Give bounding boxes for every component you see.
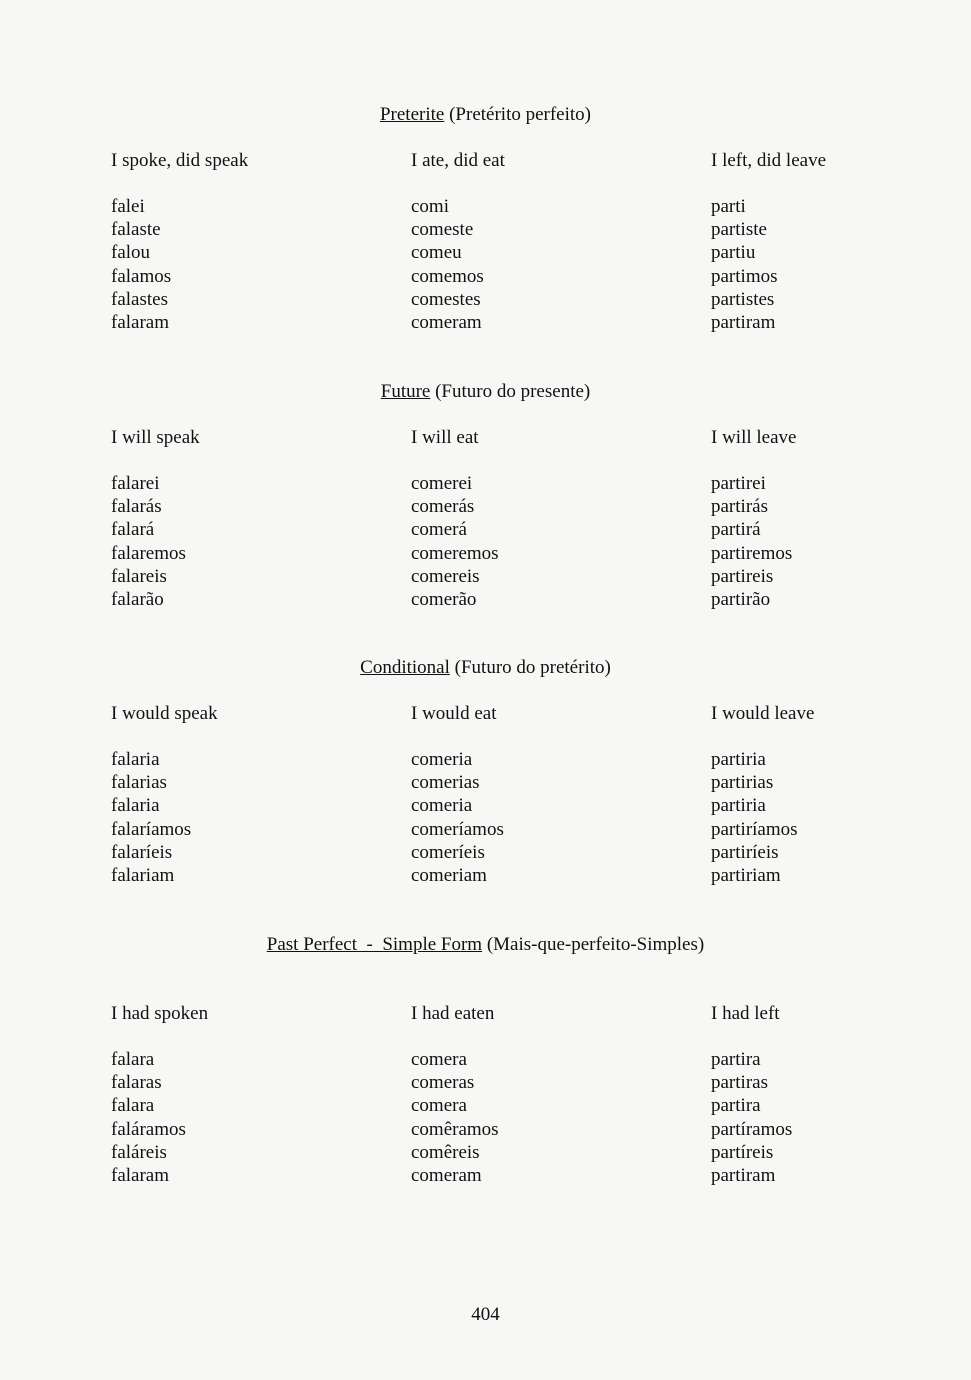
column-falar <box>111 426 391 611</box>
verb-form: partíramos <box>711 1118 793 1140</box>
verb-form: falei <box>111 196 145 217</box>
verb-form: faláreis <box>111 1141 167 1163</box>
column-head: I would leave <box>711 703 815 724</box>
section-title <box>0 103 971 126</box>
verb-form: partiria <box>711 795 766 817</box>
verb-form: comeram <box>411 1164 482 1186</box>
verb-form: falaram <box>111 1164 170 1186</box>
verb-form: comerei <box>411 473 473 494</box>
verb-form: comerás <box>411 496 475 518</box>
column-head: I will leave <box>711 427 797 448</box>
verb-form: partiria <box>711 749 766 770</box>
verb-form: falaria <box>111 749 160 770</box>
section-title-rest: (Futuro do pretérito) <box>449 657 611 678</box>
verb-form: falarás <box>111 496 162 518</box>
verb-form: comêramos <box>411 1118 499 1140</box>
verb-form: falaremos <box>111 542 186 564</box>
verb-form: partira <box>711 1095 761 1117</box>
column-comer <box>411 1002 691 1187</box>
verb-form: partirias <box>711 772 774 794</box>
column-comer <box>411 149 691 334</box>
column-head: I ate, did eat <box>411 150 505 171</box>
column-head: I will speak <box>111 427 200 448</box>
section-title <box>0 656 971 679</box>
verb-form: falaríeis <box>111 841 173 863</box>
verb-form: comeu <box>411 242 462 264</box>
verb-form: partiram <box>711 311 776 333</box>
column-head: I would eat <box>411 703 497 724</box>
verb-form: falara <box>111 1049 155 1070</box>
verb-form: falamos <box>111 265 172 287</box>
section-title-main: Past Perfect - Simple Form <box>266 934 483 955</box>
verb-form: falarão <box>111 588 164 610</box>
verb-form: partíreis <box>711 1141 774 1163</box>
verb-form: falou <box>111 242 151 264</box>
verb-form: comera <box>411 1049 467 1070</box>
verb-form: partiste <box>711 219 767 241</box>
verb-form: falarias <box>111 772 167 794</box>
verb-form: falará <box>111 519 155 541</box>
verb-form: comeste <box>411 219 474 241</box>
section-title-main: Future <box>380 381 431 402</box>
verb-form: faláramos <box>111 1118 186 1140</box>
verb-form: falaram <box>111 311 170 333</box>
column-partir <box>711 149 971 334</box>
verb-form: partirei <box>711 473 766 494</box>
verb-form: partiu <box>711 242 756 264</box>
column-partir <box>711 426 971 611</box>
page-number: 404 <box>471 1304 500 1325</box>
verb-form: partirás <box>711 496 768 518</box>
verb-form: falaríamos <box>111 818 192 840</box>
column-falar <box>111 149 391 334</box>
verb-form: comerias <box>411 772 480 794</box>
verb-form: comêreis <box>411 1141 480 1163</box>
section-title-rest: (Pretérito perfeito) <box>444 104 591 125</box>
verb-form: comeríeis <box>411 841 485 863</box>
verb-form: comereis <box>411 565 480 587</box>
verb-form: partiríeis <box>711 841 779 863</box>
column-head: I had eaten <box>411 1003 495 1024</box>
verb-form: falaras <box>111 1072 162 1094</box>
verb-form: comeremos <box>411 542 499 564</box>
verb-form: comi <box>411 196 449 217</box>
column-head: I spoke, did speak <box>111 150 249 171</box>
section-title-main: Preterite <box>379 104 445 125</box>
section-title <box>0 380 971 403</box>
column-head: I left, did leave <box>711 150 827 171</box>
verb-form: comeríamos <box>411 818 504 840</box>
column-head: I had spoken <box>111 1003 209 1024</box>
verb-form: partirão <box>711 588 771 610</box>
section-title-rest: (Futuro do presente) <box>430 381 591 402</box>
column-head: I will eat <box>411 427 479 448</box>
column-comer <box>411 426 691 611</box>
verb-form: falaste <box>111 219 161 241</box>
column-comer <box>411 702 691 887</box>
column-partir <box>711 702 971 887</box>
verb-form: falara <box>111 1095 155 1117</box>
verb-form: partiremos <box>711 542 793 564</box>
section-title <box>0 933 971 956</box>
verb-form: comera <box>411 1095 467 1117</box>
verb-form: falarei <box>111 473 160 494</box>
verb-form: partiriam <box>711 864 781 886</box>
verb-form: comestes <box>411 288 481 310</box>
verb-form: falaria <box>111 795 160 817</box>
verb-form: comerá <box>411 519 467 541</box>
verb-form: partireis <box>711 565 774 587</box>
verb-form: partiras <box>711 1072 768 1094</box>
verb-form: partira <box>711 1049 761 1070</box>
verb-form: falariam <box>111 864 175 886</box>
verb-form: partiríamos <box>711 818 798 840</box>
verb-form: falastes <box>111 288 168 310</box>
verb-form: comemos <box>411 265 484 287</box>
verb-form: partirá <box>711 519 761 541</box>
verb-form: partistes <box>711 288 775 310</box>
section-title-rest: (Mais-que-perfeito-Simples) <box>482 934 705 955</box>
verb-form: comeram <box>411 311 482 333</box>
column-falar <box>111 702 391 887</box>
section-title-main: Conditional <box>360 657 450 678</box>
verb-form: comeriam <box>411 864 487 886</box>
verb-form: falareis <box>111 565 167 587</box>
verb-form: comeras <box>411 1072 475 1094</box>
verb-form: comeria <box>411 795 473 817</box>
column-head: I would speak <box>111 703 218 724</box>
verb-form: comeria <box>411 749 473 770</box>
verb-form: partimos <box>711 265 778 287</box>
column-partir <box>711 1002 971 1187</box>
verb-form: partiram <box>711 1164 776 1186</box>
verb-form: comerão <box>411 588 477 610</box>
column-falar <box>111 1002 391 1187</box>
column-head: I had left <box>711 1003 780 1024</box>
verb-form: parti <box>711 196 746 217</box>
